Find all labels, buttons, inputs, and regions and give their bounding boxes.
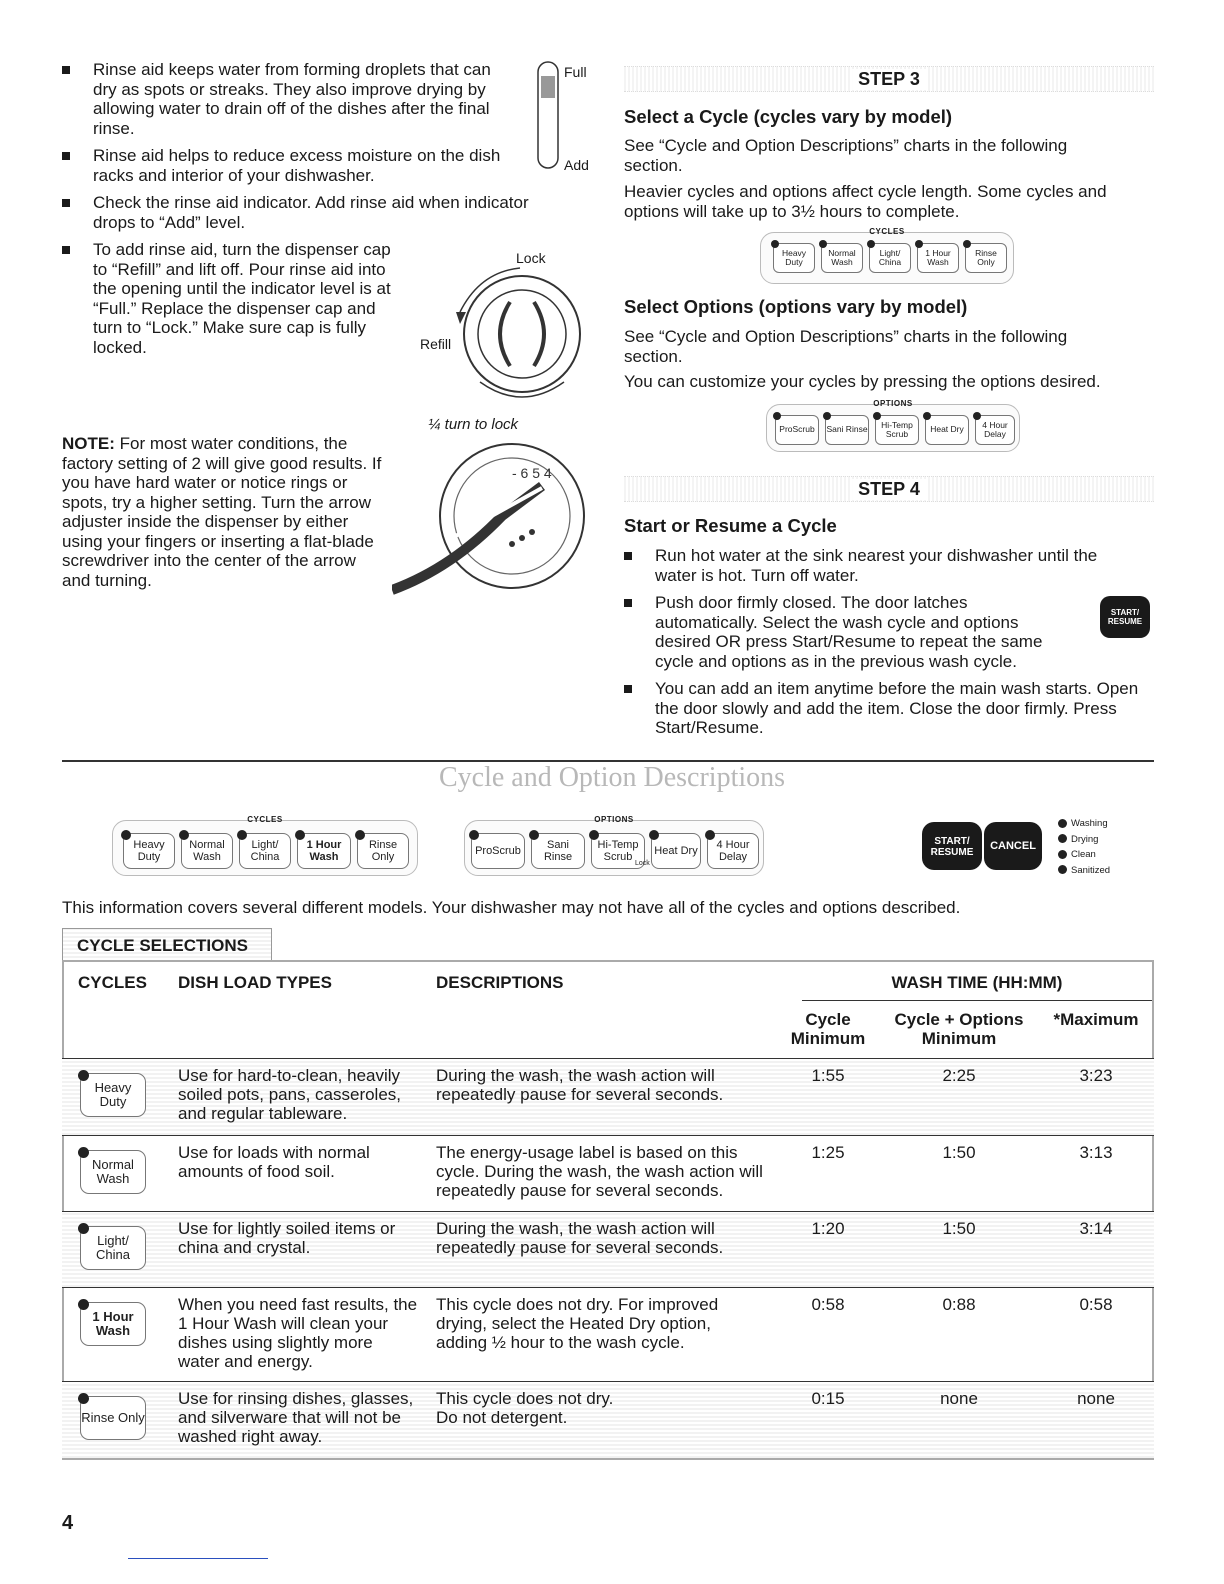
option-heat-dry[interactable]: Heat Dry — [651, 833, 701, 869]
options-panel — [464, 815, 764, 876]
cycle-normal-wash[interactable]: Normal Wash — [181, 833, 233, 869]
select-options-p1: See “Cycle and Option Descriptions” charts in the following section. — [624, 327, 1068, 366]
row-max: 3:13 — [1079, 1143, 1113, 1162]
row-dish: Use for lightly soiled items or china and crystal. — [178, 1219, 396, 1257]
row-desc: During the wash, the wash action will repeatedly pause for several seconds. — [436, 1066, 724, 1104]
row-button-light-china: Light/ China — [80, 1226, 146, 1270]
table-header — [62, 960, 1154, 1048]
status-clean: Clean — [1058, 847, 1110, 863]
table-row — [62, 1212, 1154, 1287]
cycles-panel — [112, 815, 418, 876]
select-options-p2: You can customize your cycles by pressing the options desired. — [624, 372, 1101, 391]
row-button-rinse-only: Rinse Only — [80, 1396, 146, 1440]
select-cycle-p2: Heavier cycles and options affect cycle length. Some cycles and options will take up to 3½ hours to complete. — [624, 182, 1107, 221]
status-drying: Drying — [1058, 832, 1110, 848]
row-min: 0:15 — [811, 1389, 845, 1408]
start-resume-button[interactable]: START/ RESUME — [922, 822, 982, 870]
row-button-normal-wash: Normal Wash — [80, 1150, 146, 1194]
cycles-panel-title: CYCLES — [247, 815, 283, 824]
small-options-panel — [766, 399, 1020, 452]
step-3-label: STEP 3 — [852, 69, 926, 90]
small-cycle-normal-wash[interactable]: Normal Wash — [821, 243, 863, 273]
cap-lock-label: Lock — [516, 250, 546, 266]
header-cycles: CYCLES — [78, 973, 147, 992]
table-row — [62, 1059, 1154, 1135]
footer-link-rule — [128, 1558, 268, 1559]
status-washing: Washing — [1058, 816, 1110, 832]
small-option-hi-temp-scrub[interactable]: Hi-Temp Scrub — [875, 415, 919, 445]
row-max: 0:58 — [1079, 1295, 1113, 1314]
row-min: 0:58 — [811, 1295, 845, 1314]
table-tab: CYCLE SELECTIONS — [62, 928, 272, 962]
small-cycle-rinse-only[interactable]: Rinse Only — [965, 243, 1007, 273]
small-cycles-panel — [760, 227, 1014, 284]
intro-text: This information covers several different models. Your dishwasher may not have all of the cycles and options described. — [62, 898, 961, 917]
row-desc: During the wash, the wash action will repeatedly pause for several seconds. — [436, 1219, 724, 1257]
cycle-rinse-only[interactable]: Rinse Only — [357, 833, 409, 869]
rinse-bullet-2: Rinse aid helps to reduce excess moisture on the dish racks and interior of your dishwasher. — [62, 146, 522, 185]
step4-bullet-3: You can add an item anytime before the main wash starts. Open the door slowly and add the item. Close the door firmly. Press Start/Resume. — [624, 679, 1144, 738]
wash-time-rule — [802, 1000, 1152, 1001]
row-button-heavy-duty: Heavy Duty — [80, 1073, 146, 1117]
row-min: 1:25 — [811, 1143, 845, 1162]
rinse-bullet-1: Rinse aid keeps water from forming droplets that can dry as spots or streaks. They also improve drying by allowing water to drain off of the dishes after the final rinse. — [62, 60, 512, 138]
row-opt: 2:25 — [942, 1066, 976, 1085]
row-opt: none — [940, 1389, 978, 1408]
header-wash-time: WASH TIME (HH:MM) — [891, 973, 1063, 992]
start-resume-heading: Start or Resume a Cycle — [624, 515, 837, 536]
step-3-bar — [624, 66, 1154, 92]
small-cycle-heavy-duty[interactable]: Heavy Duty — [773, 243, 815, 273]
turn-to-lock-caption: ¼ turn to lock — [428, 416, 519, 433]
row-max: 3:14 — [1079, 1219, 1113, 1238]
status-lights — [1058, 816, 1110, 878]
row-max: 3:23 — [1079, 1066, 1113, 1085]
row-dish: When you need fast results, the 1 Hour Wash will clean your dishes using slightly more water and energy. — [178, 1295, 418, 1371]
small-cycle-light-china[interactable]: Light/ China — [869, 243, 911, 273]
row-opt: 1:50 — [942, 1219, 976, 1238]
option-hi-temp-scrub[interactable]: Hi-Temp Scrub — [591, 833, 645, 869]
small-option-4-hour-delay[interactable]: 4 Hour Delay — [975, 415, 1015, 445]
select-cycle-p1: See “Cycle and Option Descriptions” charts in the following section. — [624, 136, 1068, 175]
step-4-bullets — [624, 546, 1144, 746]
cap-refill-label: Refill — [420, 336, 452, 352]
select-cycle-heading: Select a Cycle (cycles vary by model) — [624, 106, 953, 127]
header-cycle-minimum: Cycle Minimum — [790, 1010, 866, 1048]
section-title: Cycle and Option Descriptions — [438, 762, 786, 793]
cycle-1-hour-wash[interactable]: 1 Hour Wash — [297, 833, 351, 869]
row-desc: This cycle does not dry. Do not detergent. — [436, 1389, 614, 1427]
select-options-heading: Select Options (options vary by model) — [624, 296, 968, 317]
small-option-heat-dry[interactable]: Heat Dry — [925, 415, 969, 445]
header-dish-load: DISH LOAD TYPES — [178, 973, 332, 992]
header-maximum: *Maximum — [1053, 1010, 1139, 1029]
page-number: 4 — [62, 1512, 74, 1534]
row-max: none — [1077, 1389, 1115, 1408]
row-desc: This cycle does not dry. For improved drying, select the Heated Dry option, adding ½ hour to the wash cycle. — [436, 1295, 719, 1352]
note-label: NOTE: — [62, 434, 115, 453]
row-button-1-hour-wash: 1 Hour Wash — [80, 1302, 146, 1346]
step4-bullet-1: Run hot water at the sink nearest your dishwasher until the water is hot. Turn off water. — [624, 546, 1124, 585]
row-opt: 0:88 — [942, 1295, 976, 1314]
table-row — [62, 1288, 1154, 1381]
rinse-bullet-4: To add rinse aid, turn the dispenser cap to “Refill” and lift off. Pour rinse aid into the opening until the indicator level is at “Full.” Replace the dispenser cap and turn to “Lock.” Make sure cap is fully locked. — [62, 240, 407, 357]
option-sani-rinse[interactable]: Sani Rinse — [531, 833, 585, 869]
row-min: 1:55 — [811, 1066, 845, 1085]
row-dish: Use for loads with normal amounts of food soil. — [178, 1143, 370, 1181]
step4-bullet-2: Push door firmly closed. The door latches automatically. Select the wash cycle and options desired OR press Start/Resume to repeat the same cycle and options as in the previous wash cycle. — [624, 593, 1064, 671]
header-descriptions: DESCRIPTIONS — [436, 973, 564, 992]
cancel-button[interactable]: CANCEL — [984, 822, 1042, 870]
lock-indicator-label: Lock — [635, 860, 650, 867]
cycle-light-china[interactable]: Light/ China — [239, 833, 291, 869]
status-sanitized: Sanitized — [1058, 863, 1110, 879]
option-4-hour-delay[interactable]: 4 Hour Delay — [707, 833, 759, 869]
row-dish: Use for hard-to-clean, heavily soiled pots, pans, casseroles, and regular tableware. — [178, 1066, 402, 1123]
step-4-bar — [624, 476, 1154, 502]
row-desc: The energy-usage label is based on this cycle. During the wash, the wash action will repeatedly pause for several seconds. — [436, 1143, 763, 1200]
options-panel-title: OPTIONS — [594, 815, 634, 824]
small-cycle-1-hour-wash[interactable]: 1 Hour Wash — [917, 243, 959, 273]
row-dish: Use for rinsing dishes, glasses, and silverware that will not be washed right away. — [178, 1389, 414, 1446]
note-text: For most water conditions, the factory setting of 2 will give good results. If you have hard water or notice rings or spots, try a higher setting. Turn the arrow adjuster inside the dispenser by either using your fingers or inserting a flat-blade screwdriver into the center of the arrow and turning. — [62, 434, 382, 590]
step-4-label: STEP 4 — [852, 479, 926, 500]
small-options-title: OPTIONS — [873, 399, 913, 408]
small-option-sani-rinse[interactable]: Sani Rinse — [825, 415, 869, 445]
indicator-add-label: Add — [564, 157, 589, 173]
rinse-note — [62, 434, 382, 590]
row-opt: 1:50 — [942, 1143, 976, 1162]
option-proscrub[interactable]: ProScrub — [471, 833, 525, 869]
header-cycle-options-minimum: Cycle + Options Minimum — [894, 1010, 1024, 1048]
small-option-proscrub[interactable]: ProScrub — [775, 415, 819, 445]
arrow-adjuster-icon — [392, 438, 592, 598]
svg-text:- 6 5 4: - 6 5 4 — [512, 465, 552, 481]
table-row — [62, 1136, 1154, 1211]
indicator-full-label: Full — [564, 64, 587, 80]
table-row — [62, 1382, 1154, 1458]
row-min: 1:20 — [811, 1219, 845, 1238]
start-resume-icon: START/ RESUME — [1100, 596, 1150, 638]
small-cycles-title: CYCLES — [869, 227, 905, 236]
cycle-heavy-duty[interactable]: Heavy Duty — [123, 833, 175, 869]
rinse-bullet-3: Check the rinse aid indicator. Add rinse aid when indicator drops to “Add” level. — [62, 193, 552, 232]
